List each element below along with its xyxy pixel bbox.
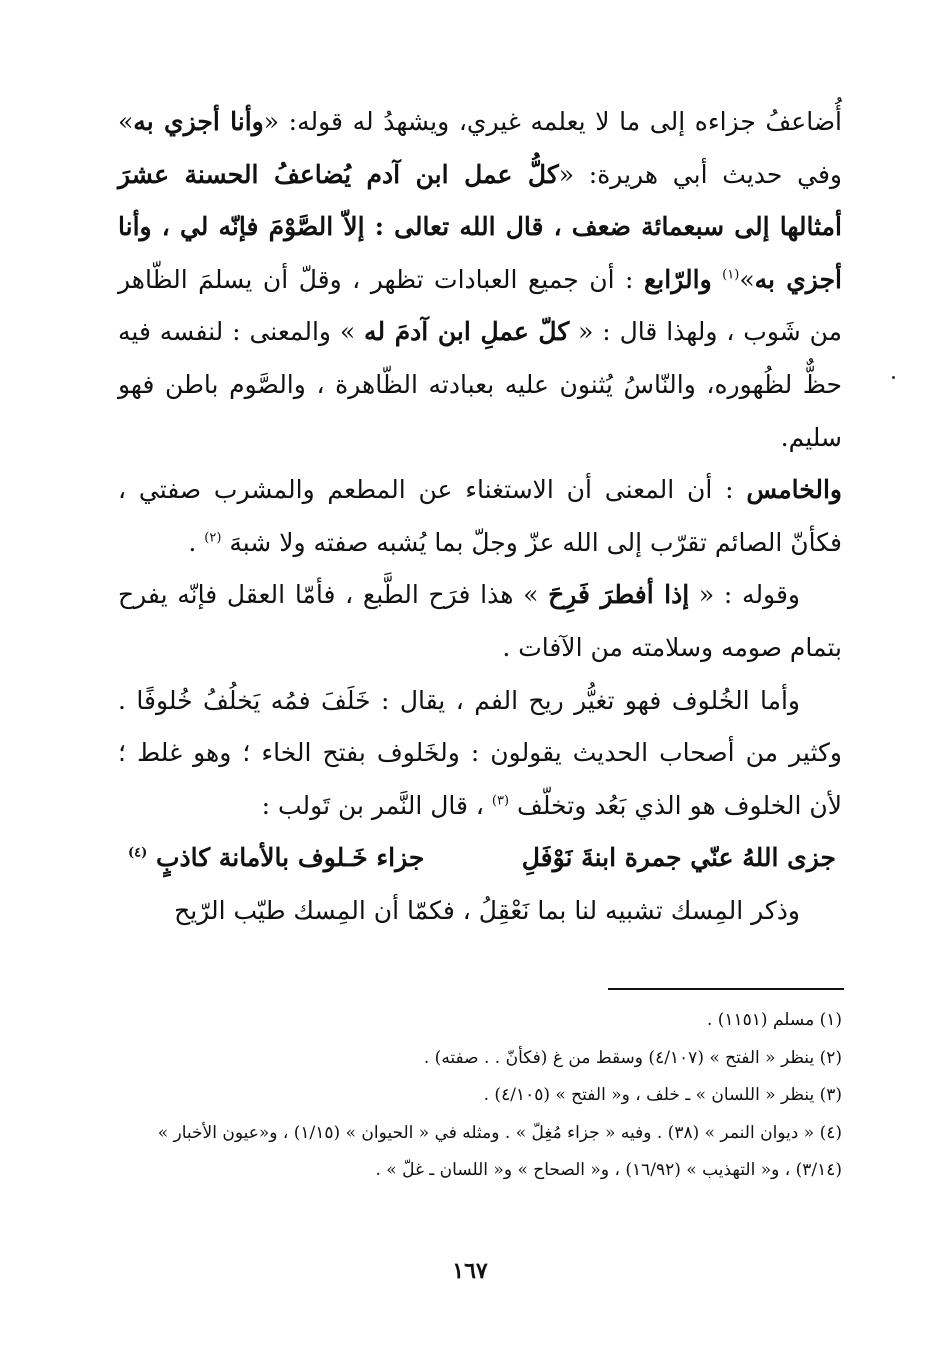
footnote-4: (٤) « ديوان النمر » (٣٨) . وفيه « جزاء مُغِلّ » . ومثله في « الحيوان » (١/١٥) ، و«عيون الأخبار » (٣/١٤) ، و« التهذيب » (١٦/٩٢) ، و« الصحاح » و« اللسان ـ غلّ » . [157,1122,842,1180]
paragraph [118,569,842,674]
poem-second-hemistich: جزاء خَـلوف بالأمانة كاذبٍ $^{(٤)}$ [128,843,425,873]
footnotes [118,1002,842,1190]
footnote-1: (١) مسلم (١١٥١) . [706,1010,842,1030]
scan-speck [892,376,895,379]
footnote-reference: (١) [722,267,740,283]
footnote-2: (٢) ينظر « الفتح » (٤/١٠٧) وسقط من غ (فكأنّ . . صفته) . [423,1047,842,1068]
footnote-reference: (٣) [491,793,510,809]
text-run: ، قال النَّمر بن تَولب : [261,790,492,820]
text-run: : أن جميع العبادات تظهر ، وقلّ أن يسلمَ الظّاهر من شَوب ، ولهذا قال : « [118,264,842,347]
paragraph [118,675,842,833]
text-run: » وفي حديث أبي هريرة: « [118,107,842,189]
text-run [712,265,723,294]
paragraph [118,96,842,464]
text-run: : أن المعنى أن الاستغناء عن المطعم والمشرب صفتي ، فكأنّ الصائم تقرّب إلى الله عزّ وجلّ بما يُشبه صفته ولا شبهَ [118,475,842,557]
emphasized-text: إذا أفطرَ فَرِحَ [548,580,690,610]
poem-first-hemistich: جزى اللهُ عنّي جمرة ابنةَ نَوْفَلِ [521,843,836,873]
paragraph [118,464,842,569]
page-number: ١٦٧ [452,1258,488,1284]
footnote-reference: (٢) [204,530,222,546]
footnote-divider [608,988,844,990]
emphasized-text: والرّابع [644,264,712,294]
main-text [118,96,842,938]
emphasized-text: وأنا أجزي به [133,107,264,136]
text-run: » والمعنى : لنفسه فيه حظٌّ لظُهوره، والنّاسُ يُثنون عليه بعبادته الظّاهرة ، والصَّوم باطن فهو سليم. [118,317,842,452]
text-run: وأما الخُلوف فهو تغيُّر ريح الفم ، يقال : خَلَفَ فمُه يَخلُفُ خُلوفًا . وكثير من أصحاب الحديث يقولون : ولخَلوف بفتح الخاء ؛ وهو غلط ؛ لأن الخلوف هو الذي بَعُد وتخلّف [118,685,842,820]
emphasized-text: والخامس [746,475,842,505]
text-run: . [188,527,205,557]
text-run: » [739,264,755,294]
text-run: أُضاعفُ جزاءه إلى ما لا يعلمه غيري، ويشهدُ له قوله: « [263,107,843,136]
emphasized-text: كلُّ عمل ابن آدم يُضاعفُ الحسنة عشرَ أمثالها إلى سبعمائة ضعف ، قال الله تعالى : إلاّ الصَّوْمَ فإنّه لي ، وأنا أجزي به [118,159,843,294]
footnote-3: (٣) ينظر « اللسان » ـ خلف ، و« الفتح » (٤/١٠٥) . [483,1085,842,1105]
closing-line: وذكر المِسك تشبيه لنا بما نَعْقِلُ ، فكمّا أن المِسك طيّب الرّيح [174,895,800,925]
text-run: » هذا فرَح الطَّبع ، فأمّا العقل فإنّه يفرح بتمام صومه وسلامته من الآفات . [118,580,842,662]
text-run: وقوله : « [689,580,800,610]
poem-verse [118,832,842,885]
emphasized-text: كلّ عملِ ابن آدمَ له [364,317,570,347]
footnote-reference: (٤) [128,845,148,861]
